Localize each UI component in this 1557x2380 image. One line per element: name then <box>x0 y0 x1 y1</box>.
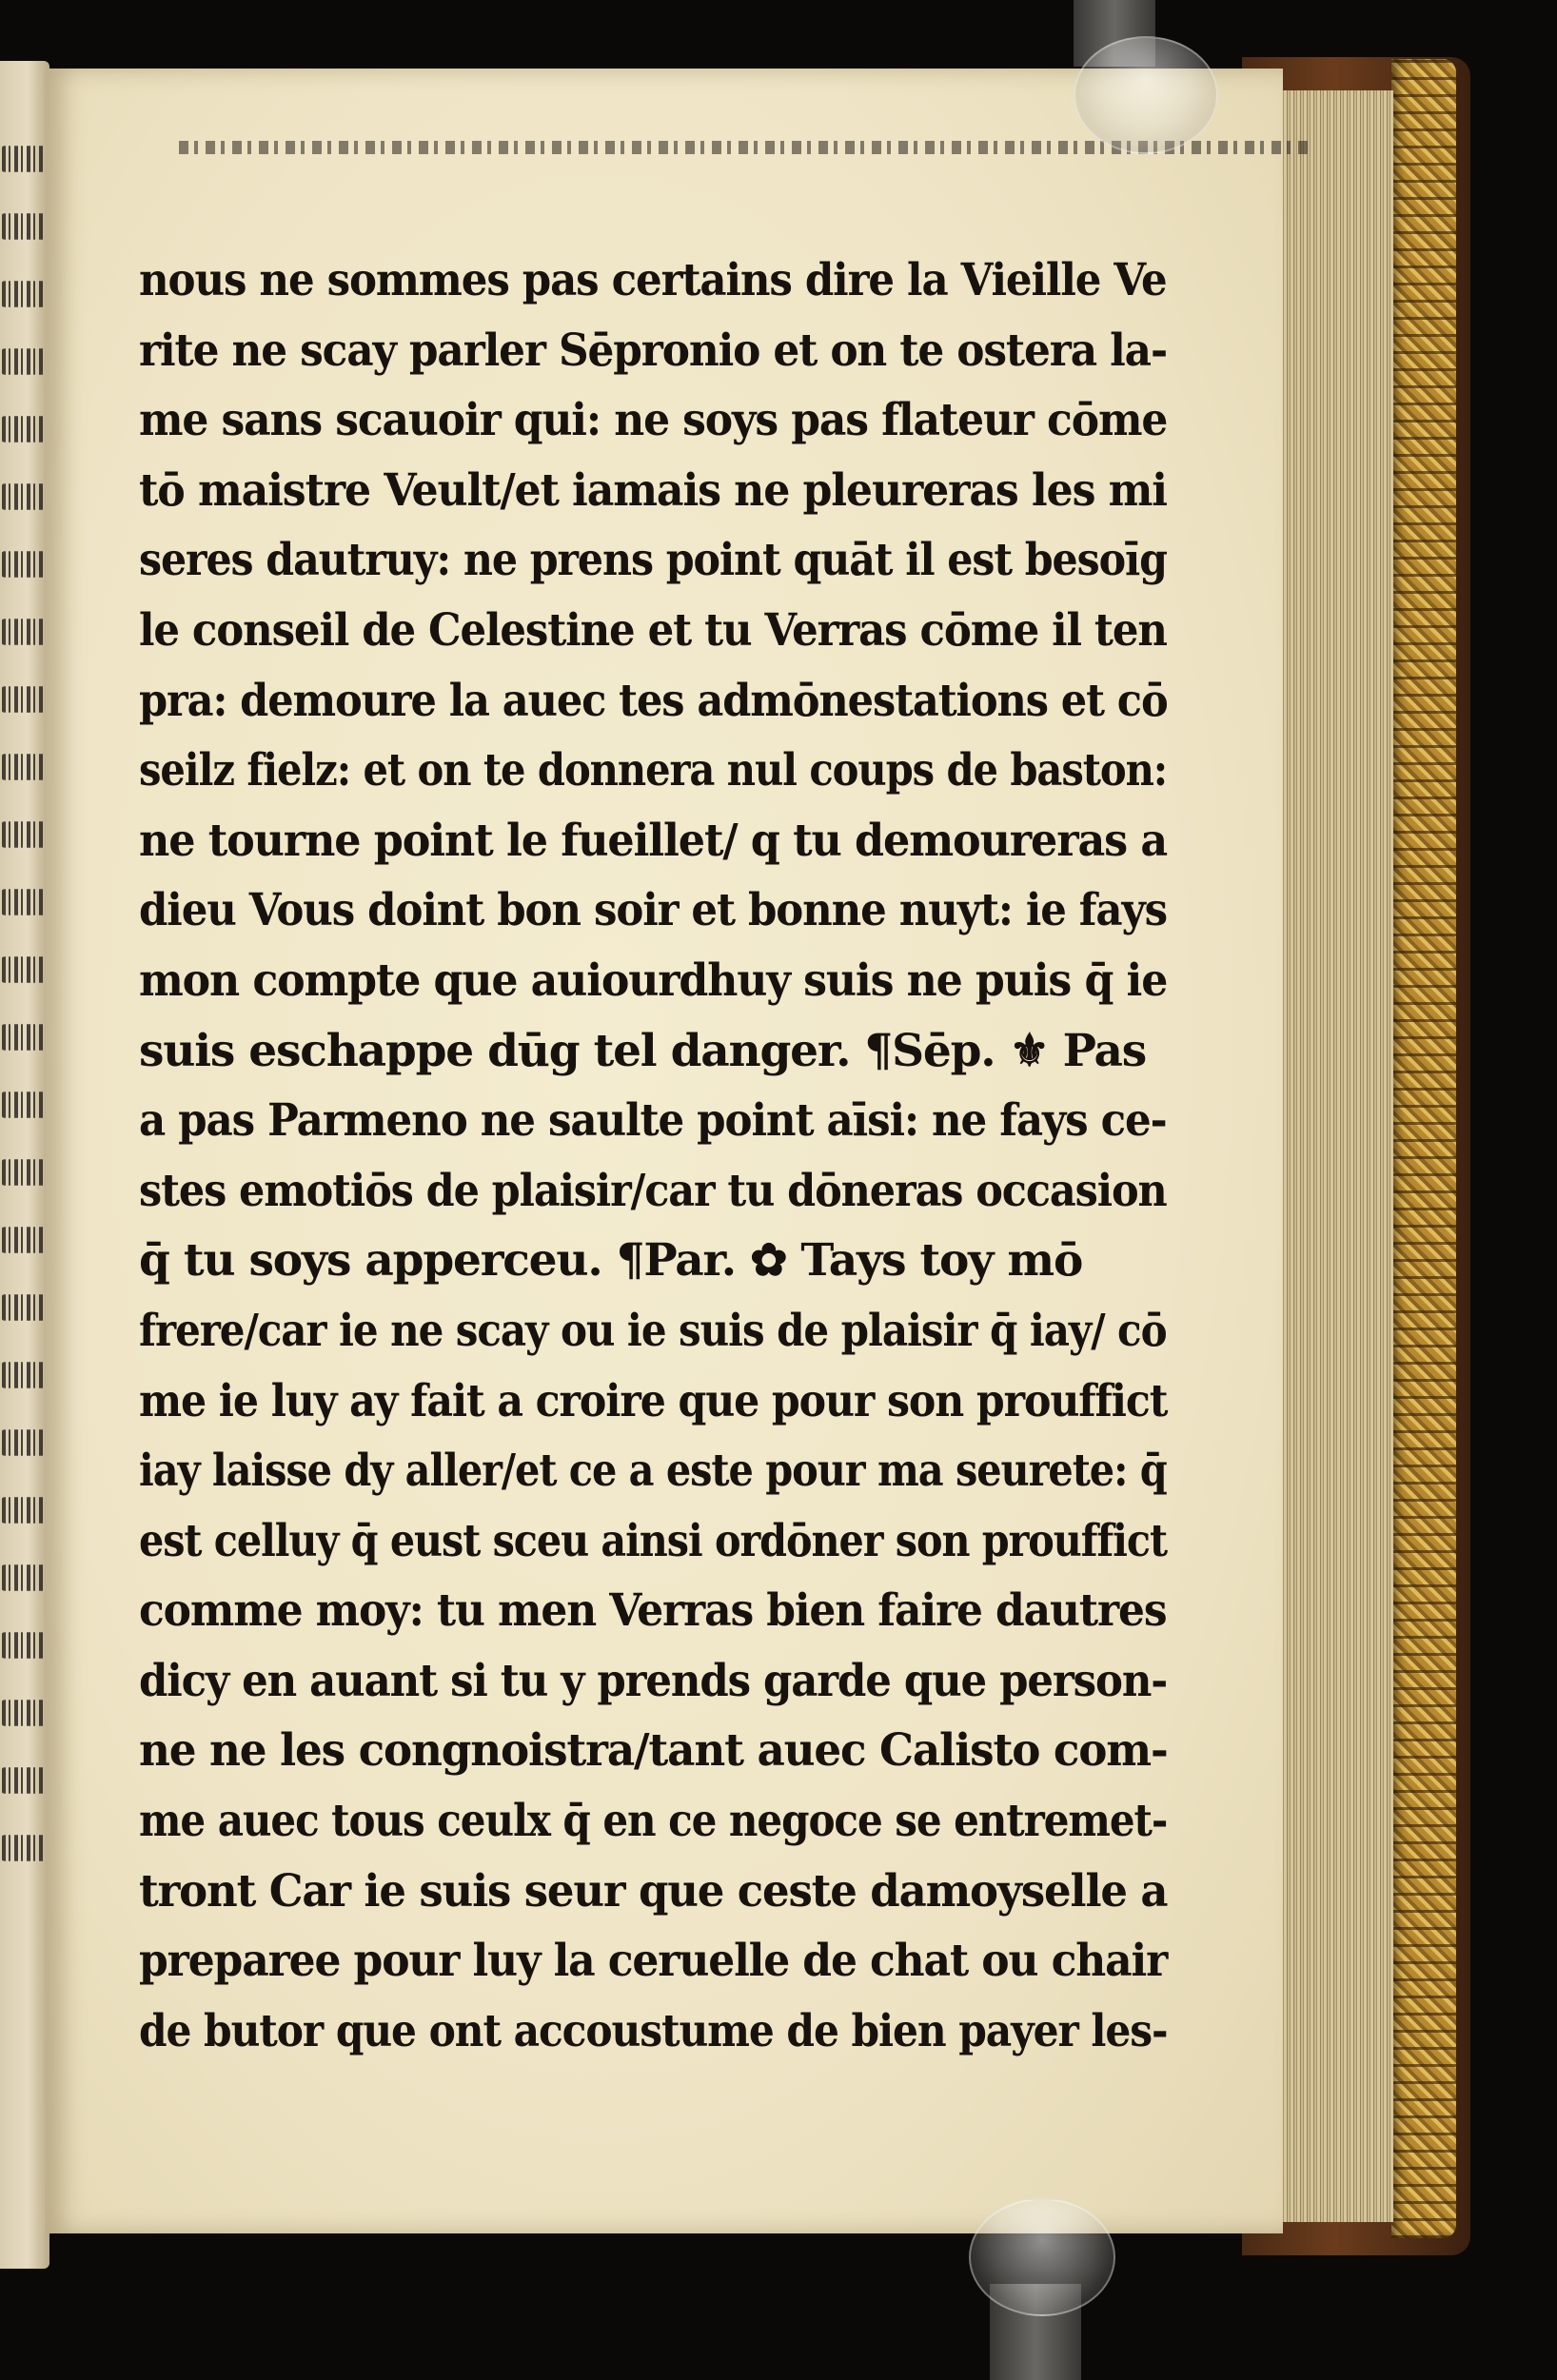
left-text-fragment <box>2 1159 48 1186</box>
text-line: ne tourne point le fueillet/ q tu demoureras a <box>139 814 1168 867</box>
text-line: seres dautruy: ne prens point quāt il est besoīg <box>139 534 1167 587</box>
left-text-fragment <box>2 281 48 307</box>
text-line: a pas Parmeno ne saulte point aīsi: ne fays ce- <box>139 1094 1167 1148</box>
left-text-fragment <box>2 348 48 375</box>
glass-clip-bottom <box>969 2198 1115 2316</box>
text-line: nous ne sommes pas certains dire la Vieille Ve <box>139 254 1167 306</box>
left-text-fragment <box>2 956 48 983</box>
left-text-fragment <box>2 754 48 780</box>
text-line: suis eschappe dūg tel danger. ¶Sēp. ⚜ Pas <box>139 1024 1147 1077</box>
text-line: est celluy q̄ eust sceu ainsi ordōner son prouffict <box>139 1514 1167 1567</box>
text-line: q̄ tu soys apperceu. ¶Par. ✿ Tays toy mō <box>139 1234 1083 1288</box>
text-line: frere/car ie ne scay ou ie suis de plaisir q̄ iay/ cō <box>139 1304 1167 1357</box>
left-text-fragment <box>2 1497 48 1524</box>
text-line: de butor que ont accoustume de bien payer les- <box>139 2004 1168 2057</box>
left-text-fragment <box>2 1024 48 1051</box>
text-line: pra: demoure la auec tes admōnestations et cō <box>139 674 1168 727</box>
text-line: rite ne scay parler Sēpronio et on te ostera la- <box>139 324 1168 377</box>
text-line: tront Car ie suis seur que ceste damoyselle a <box>139 1864 1168 1918</box>
page-text-block <box>139 246 1167 2066</box>
text-line: iay laisse dy aller/et ce a este pour ma seurete: q̄ <box>139 1445 1167 1498</box>
left-text-fragment <box>2 551 48 578</box>
text-line: stes emotiōs de plaisir/car tu dōneras occasion <box>139 1164 1167 1217</box>
left-text-fragment <box>2 213 48 240</box>
left-text-fragment <box>2 1362 48 1388</box>
left-text-fragment <box>2 146 48 172</box>
left-text-fragment <box>2 1294 48 1321</box>
text-line: me sans scauoir qui: ne soys pas flateur cōme <box>139 394 1168 447</box>
left-text-fragment <box>2 1429 48 1456</box>
left-text-fragment <box>2 1700 48 1726</box>
left-page-edge <box>0 61 49 2269</box>
text-line: preparee pour luy la ceruelle de chat ou chair <box>139 1935 1168 1988</box>
text-line: me auec tous ceulx q̄ en ce negoce se entremet- <box>139 1795 1168 1848</box>
text-line: ne ne les congnoistra/tant auec Calisto com- <box>139 1724 1168 1778</box>
left-text-fragment <box>2 619 48 645</box>
text-line: dicy en auant si tu y prends garde que person- <box>139 1654 1168 1707</box>
left-page-text-fragments <box>2 135 48 1892</box>
text-line: dieu Vous doint bon soir et bonne nuyt: ie fays <box>139 884 1167 937</box>
left-text-fragment <box>2 821 48 848</box>
text-line: me ie luy ay fait a croire que pour son prouffict <box>139 1374 1168 1427</box>
text-line: le conseil de Celestine et tu Verras cōme il ten <box>139 603 1167 657</box>
page-fore-edge <box>1281 90 1393 2222</box>
left-text-fragment <box>2 1227 48 1253</box>
text-line: mon compte que auiourdhuy suis ne puis q̄ ie <box>139 954 1168 1007</box>
glass-clip-top <box>1074 36 1218 154</box>
left-text-fragment <box>2 483 48 510</box>
recto-page <box>46 69 1283 2233</box>
left-text-fragment <box>2 889 48 915</box>
left-text-fragment <box>2 1835 48 1861</box>
gilt-tooled-spine-edge <box>1391 59 1456 2238</box>
left-text-fragment <box>2 686 48 713</box>
left-text-fragment <box>2 1092 48 1118</box>
text-line: comme moy: tu men Verras bien faire dautres <box>139 1584 1167 1638</box>
left-text-fragment <box>2 1564 48 1591</box>
left-text-fragment <box>2 1767 48 1794</box>
text-line: seilz fielz: et on te donnera nul coups de baston: <box>139 744 1168 797</box>
left-text-fragment <box>2 1632 48 1659</box>
text-line: tō maistre Veult/et iamais ne pleureras les mi <box>139 463 1167 517</box>
left-text-fragment <box>2 416 48 443</box>
